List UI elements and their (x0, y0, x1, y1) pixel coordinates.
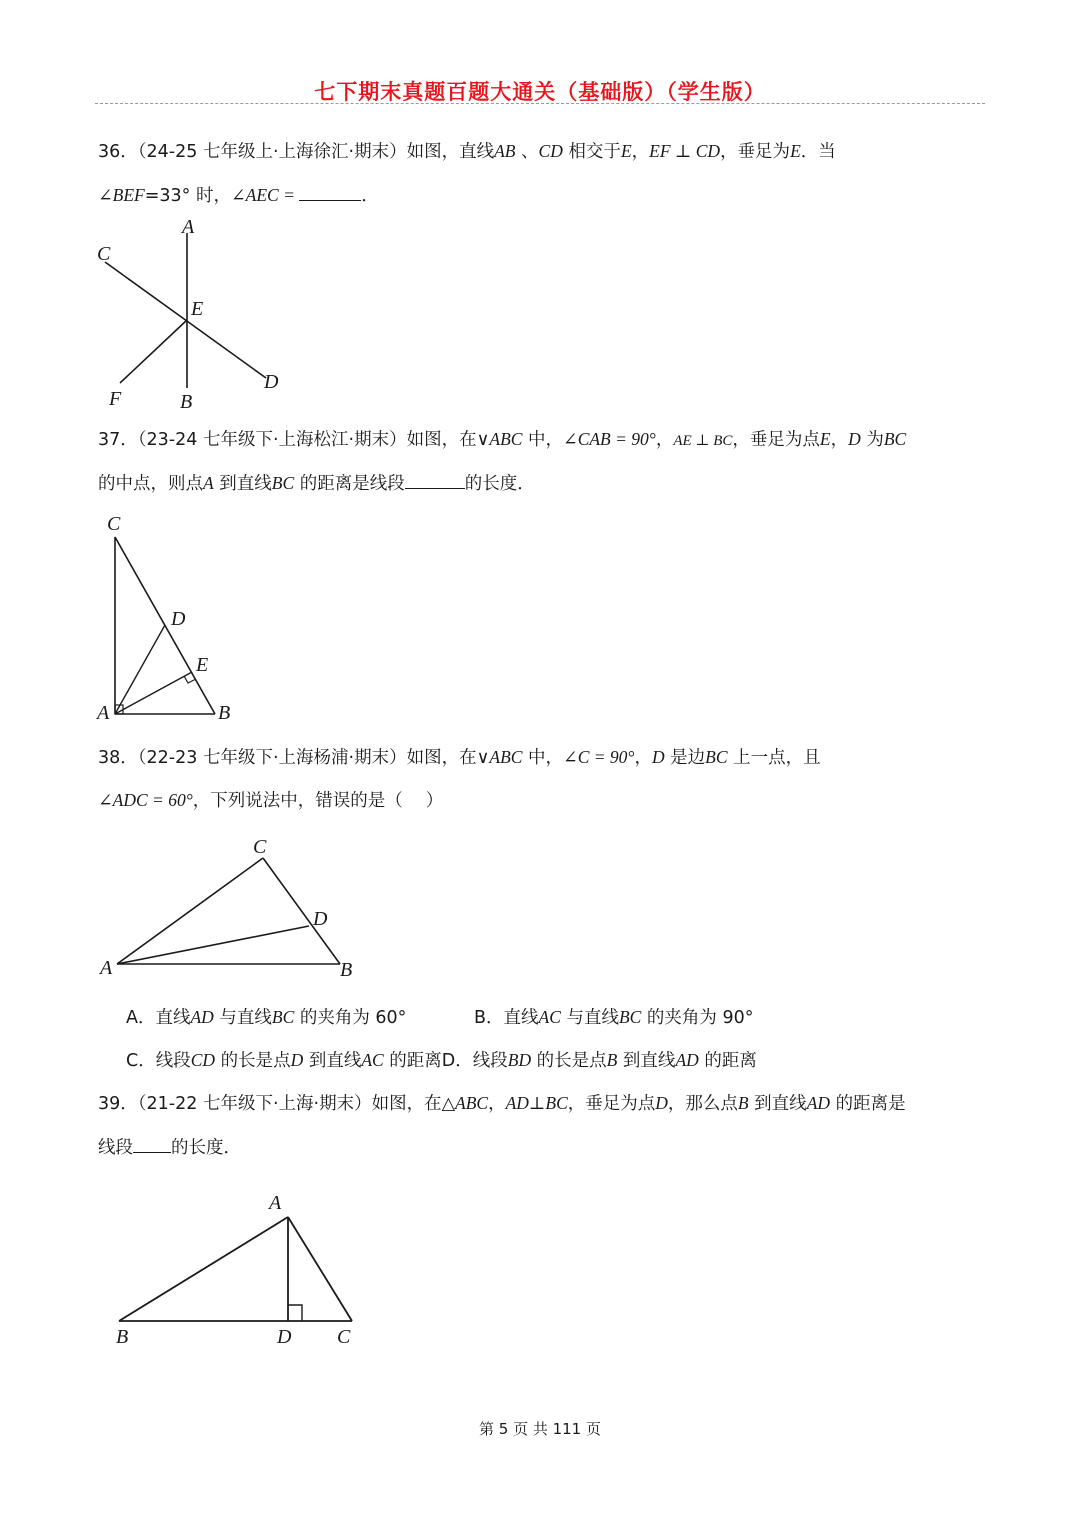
point-label-d: D (313, 908, 328, 930)
q38-math: ∨ABC (476, 747, 523, 767)
q37-text: 为 (860, 430, 884, 450)
q38-text: 上一点，且 (727, 748, 821, 768)
q39-line-2 (98, 1134, 241, 1160)
point-label-a: A (269, 1192, 282, 1214)
q38-math: AC (361, 1050, 384, 1070)
q39-text: ， (488, 1094, 506, 1114)
option-label: A． (126, 1008, 156, 1028)
option-c[interactable] (126, 1051, 442, 1071)
point-label-a: A (100, 957, 113, 979)
q39-figure (105, 1185, 385, 1355)
q37-math: BC (271, 473, 295, 493)
q38-text: 的长是点 (215, 1051, 291, 1071)
q37-math: BC (883, 429, 907, 449)
q37-math: E (819, 429, 831, 449)
point-label-d: D (171, 608, 186, 630)
q38-source: （22-23 七年级下·上海杨浦·期末） (137, 748, 407, 768)
q38-text: 直线 (503, 1008, 539, 1028)
q38-text: ， (634, 748, 652, 768)
q36-text: =33° 时， (144, 186, 231, 206)
q37-text: 的长度． (464, 474, 535, 494)
q38-line-2 (98, 788, 443, 813)
q36-source: （24-25 七年级上·上海徐汇·期末） (137, 142, 407, 162)
q39-text: ，垂足为点 (567, 1094, 656, 1114)
answer-blank[interactable] (299, 182, 361, 201)
q38-text: ，下列说法中，错误的是（ ） (192, 791, 444, 811)
segment-ab (119, 1217, 288, 1321)
q38-math: BC (705, 747, 728, 767)
q38-math: ∠C = 90° (563, 747, 635, 767)
q37-text: 中， (522, 430, 564, 450)
q38-text: 的距离 (698, 1051, 757, 1071)
q38-text: 是边 (664, 748, 706, 768)
q38-math: AD (675, 1050, 699, 1070)
header-divider (95, 103, 985, 104)
segment-cb (263, 858, 340, 964)
q36-text: ， (631, 142, 650, 162)
q39-math: AD (806, 1093, 831, 1113)
q37-text: 如图，在 (406, 430, 477, 450)
point-label-f: F (109, 388, 122, 410)
q37-text: 的距离是线段 (294, 474, 405, 494)
q38-line-1 (98, 745, 821, 770)
q37-figure (90, 508, 260, 728)
q38-text: 的夹角为 90° (641, 1008, 754, 1028)
q37-line-1 (98, 427, 906, 453)
q38-text: 到直线 (303, 1051, 362, 1071)
option-label: C． (126, 1051, 156, 1071)
q38-math: AC (538, 1007, 561, 1027)
point-label-a: A (97, 702, 110, 724)
q39-text: 的距离是 (830, 1094, 906, 1114)
q37-text: 到直线 (213, 474, 272, 494)
q38-math: ∠ADC = 60° (98, 790, 193, 810)
q37-line-2 (98, 470, 535, 496)
q36-math: E (790, 141, 801, 161)
q37-text: ， (830, 430, 849, 450)
q36-math: EF (649, 141, 671, 161)
q36-math: ∠AEC (230, 185, 279, 205)
q38-text: 与直线 (560, 1008, 619, 1028)
point-label-c: C (107, 513, 121, 535)
q39-text: ，那么点 (667, 1094, 738, 1114)
point-label-b: B (116, 1326, 129, 1348)
q37-source: （23-24 七年级下·上海松江·期末） (137, 430, 407, 450)
q38-text: 到直线 (617, 1051, 676, 1071)
q37-math: ∨ABC (476, 429, 523, 449)
q38-math: AD (190, 1007, 214, 1027)
q38-text: 直线 (155, 1008, 191, 1028)
q36-text: 如图，直线 (406, 142, 495, 162)
q38-text: 中， (522, 748, 564, 768)
q36-math: CD (695, 141, 721, 161)
page-footer: 第 5 页 共 111 页 (478, 1420, 601, 1438)
q36-math: E (620, 141, 632, 161)
q36-math: CD (538, 141, 563, 161)
q38-text: 线段 (155, 1051, 191, 1071)
point-label-a: A (182, 216, 195, 238)
q36-text: 相交于 (562, 142, 621, 162)
right-angle-mark-d (288, 1305, 302, 1321)
answer-blank[interactable] (133, 1134, 171, 1153)
q38-text: 的长是点 (531, 1051, 607, 1071)
q38-text: 与直线 (213, 1008, 272, 1028)
q39-source: （21-22 七年级下·上海·期末） (137, 1094, 372, 1114)
q36-text: ． (361, 186, 379, 206)
point-label-d: D (264, 371, 279, 393)
q38-math: D (651, 747, 665, 767)
q38-math: BC (618, 1007, 642, 1027)
q39-math: AD⊥BC (505, 1093, 568, 1113)
q36-math: = (278, 185, 300, 205)
q39-math: D (655, 1093, 668, 1113)
option-d[interactable] (442, 1051, 757, 1071)
point-label-c: C (253, 836, 267, 858)
q37-math: A (203, 473, 214, 493)
point-label-e: E (196, 654, 209, 676)
q39-line-1 (98, 1091, 906, 1116)
segment-ac (117, 858, 263, 964)
q36-text: 、 (515, 142, 539, 162)
option-b[interactable] (474, 1008, 754, 1028)
q39-number: 39． (98, 1094, 138, 1114)
q38-math: B (606, 1050, 618, 1070)
q36-line-2 (98, 182, 379, 208)
q36-text: ．当 (800, 142, 836, 162)
point-label-d: D (277, 1326, 292, 1348)
line-cd (105, 262, 266, 378)
point-label-b: B (180, 391, 193, 413)
page-header-title: 七下期末真题百题大通关（基础版）（学生版） (314, 80, 766, 104)
q38-math: BC (271, 1007, 295, 1027)
q36-number: 36． (98, 142, 138, 162)
q37-text: ，垂足为点 (732, 430, 820, 450)
point-label-c: C (337, 1326, 351, 1348)
q39-math: ABC (455, 1093, 489, 1113)
q39-math: B (737, 1093, 749, 1113)
point-label-e: E (191, 298, 204, 320)
q38-text: 的夹角为 60° (294, 1008, 407, 1028)
q39-text: 到直线 (748, 1094, 807, 1114)
point-label-c: C (97, 243, 111, 265)
q37-math: ∠CAB = 90° (563, 429, 656, 449)
q36-math: ∠BEF (98, 185, 145, 205)
q39-text: 如图，在△ (371, 1094, 456, 1114)
q37-number: 37． (98, 430, 138, 450)
q36-line-1 (98, 139, 836, 164)
q38-math: CD (190, 1050, 216, 1070)
q38-text: 如图，在 (406, 748, 477, 768)
option-a[interactable] (126, 1008, 406, 1028)
point-label-b: B (218, 702, 231, 724)
q38-math: BD (507, 1050, 532, 1070)
line-ef (120, 320, 187, 383)
q36-math: AB (494, 141, 516, 161)
q38-number: 38． (98, 748, 138, 768)
q39-text: 的长度． (171, 1138, 241, 1158)
q38-options-row-2 (126, 1048, 757, 1073)
q38-math: D (290, 1050, 304, 1070)
q37-math: AE ⊥ BC (673, 433, 733, 449)
q39-text: 线段 (98, 1138, 133, 1158)
q37-math: D (848, 429, 861, 449)
q38-options-row-1 (126, 1005, 406, 1030)
q36-figure (90, 215, 300, 415)
segment-ad (117, 926, 309, 964)
q38-figure (95, 830, 375, 980)
q36-math: ⊥ (670, 141, 696, 161)
option-label: B． (474, 1008, 504, 1028)
answer-blank[interactable] (405, 470, 465, 489)
q38-option-b-wrap (474, 1005, 754, 1030)
option-label: D． (441, 1051, 473, 1071)
q37-text: ， (655, 430, 674, 450)
q37-text: 的中点，则点 (98, 474, 203, 494)
point-label-b: B (340, 959, 353, 981)
q38-text: 的距离 (383, 1051, 442, 1071)
q38-text: 线段 (472, 1051, 508, 1071)
q36-text: ，垂足为 (720, 142, 791, 162)
